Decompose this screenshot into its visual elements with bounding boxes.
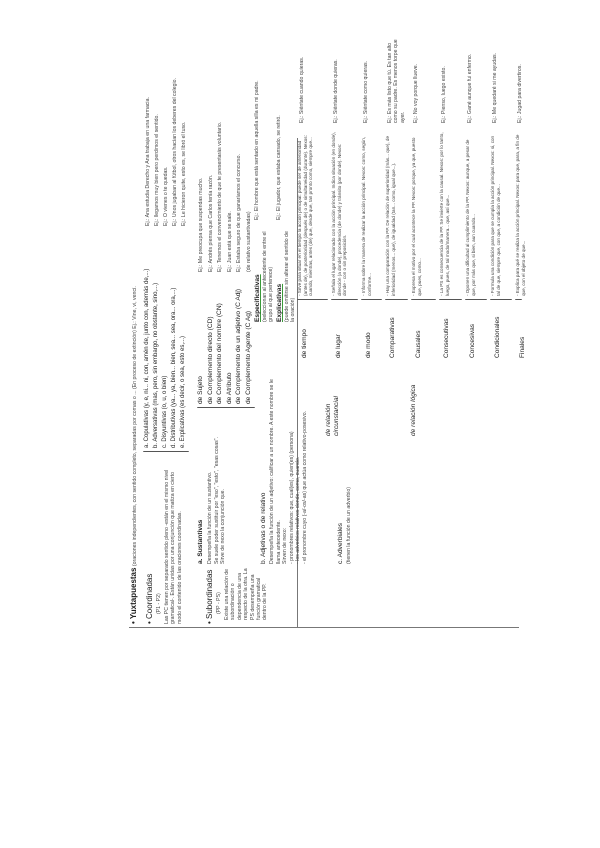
adverbial-type: Concesivas: [469, 323, 476, 358]
adverbial-example: Ej.: Pienso, luego existo.: [441, 66, 447, 123]
adverbial-example: Ej.: Siéntate cuando quieras.: [299, 56, 305, 123]
coordinada-type: b. Adversativas (mas, pero, sin embargo, no obstante, sino,...): [153, 282, 159, 448]
adverbial-example: Ej.: Me quedaré si me ayudas.: [492, 52, 498, 123]
coordinada-type: c. Disyuntivas (o, u, o bien): [162, 375, 168, 448]
subordinadas-formula: (PP - PS): [216, 592, 222, 614]
coordinada-type: d. Distributivas (ya... ya, bien... bien, sea... sea, ora... ora,...): [171, 287, 177, 448]
row-brace: [411, 299, 436, 300]
yuxtapuestas-title: • Yuxtapuestas: [129, 567, 138, 624]
yuxtapuestas-desc: (oraciones independientes, con sentido completo, separadas por comas o ... (En proceso de extinción) Ej.: Vine, vi, vencí.: [132, 286, 138, 567]
adjetiva-type-desc: (seleccionan al antecedente de entre el grupo al que pertenece): [262, 231, 275, 322]
sustantivas-brace: [197, 407, 255, 408]
coordinadas-formula: (P1 - P2): [156, 593, 162, 614]
row-brace: [515, 299, 522, 300]
coordinada-example: Ej.: Ana estudia Derecho y Ana trabaja en una farmacia.: [145, 97, 151, 226]
sustantiva-example: Ej.: Estaba seguro de que ganaríamos el concurso.: [236, 154, 242, 272]
sustantiva-example: (de relativo sustantivadas): [245, 211, 252, 272]
sustantivas-desc-line: Se suele poder sustituir por "eso", "esto", "esas cosas".: [213, 437, 220, 564]
sustantivas-desc-line: Sirve de nexo la conjunción que.: [220, 489, 226, 564]
adverbial-type: de tiempo: [301, 329, 308, 358]
coordinadas-brace: [143, 451, 189, 452]
sustantivas-title: a. Sustantivas: [197, 519, 204, 564]
yuxtapuestas-line: [129, 286, 138, 624]
adverbial-desc: - La PS es consecuencia de la PP. Se invierte con la causal. Nexos: por lo tanto, luego, pues, de tal modo/manera... que, así que...: [439, 132, 450, 296]
adverbial-desc: - Señala el lugar relacionado con la acción principal. Indica situación (en donde), dirección (a donde), procedencia (de donde) y tránsito (por donde). Nexos: donde - con o sin preposición.: [331, 132, 348, 296]
sustantiva-example: Ej.: Andrés piensa que Carlos tenía razón.: [207, 174, 214, 272]
adjetiva-example: Ej.: El jugador, que estaba cansado, se retiró.: [276, 115, 282, 220]
adverbial-type: Condicionales: [494, 316, 501, 358]
row-brace: [331, 299, 358, 300]
adjetiva-type: Especificativas: [254, 274, 261, 322]
adverbial-example: Ej.: Siéntate como quieras.: [363, 61, 369, 123]
adjetivas-desc-line: Sirven de nexo:: [282, 527, 288, 564]
adverbial-desc: - Oponen una dificultad al cumplimiento de la PP. Nexos: aunque, a pesar de que, por más que, si bien, aun cuando...: [465, 139, 476, 296]
coordinada-example: Ej.: Le hicieron quite, esto es, se libró el tuso.: [181, 121, 187, 226]
adjetivas-desc-line: Desempeña la función de un adjetivo: calificar a un nombre. A este nombre se le: [269, 379, 275, 564]
adverbial-type: de modo: [365, 332, 372, 358]
adverbial-desc: - Explica para qué se realiza la acción principal. Nexos: para que, para, a fin de que, con el objeto de que...: [515, 134, 526, 296]
sustantiva-function: de Complemento Agente (C Ag): [244, 310, 252, 404]
adjetivas-title: b. Adjetivas o de relativo: [260, 492, 267, 564]
adverbial-example: Ej.: Es más listo que tú. Es tan alto como su padre. Es menos torpe que ayer.: [387, 39, 406, 123]
sustantiva-function: de Complemento directo (CD): [206, 316, 214, 404]
adverbial-example: Ej.: No voy porque llueve.: [413, 63, 419, 123]
group-logica: de relación lógica: [410, 384, 417, 436]
adverbial-type: de lugar: [335, 334, 342, 358]
sustantiva-function: de Sujeto: [197, 376, 204, 404]
adverbial-desc: - Hay una comparación con la PP. De relación de superioridad (más... que), de inferioridad (menos... que), de igualdad (tan... como, igual que...).: [385, 135, 396, 296]
sustantivas-desc-line: Desempeña la función de un sustantivo.: [207, 471, 213, 564]
adverbial-type: Causales: [415, 330, 422, 358]
adverbial-type: Consecutivas: [443, 318, 450, 358]
row-brace: [297, 299, 328, 300]
sustantiva-function: de Complemento de un adjetivo (C Adj): [235, 288, 242, 404]
adjetiva-type: Explicativas: [276, 283, 283, 322]
adjetivas-desc-line: - el pronombre cuyo (-a/-os/-as) que actúa como relativo-posesivo.: [301, 410, 308, 564]
rotated-scanned-page: [125, 28, 525, 628]
coordinada-example: Ej.: llegamos muy bien pero perdimos el sentido.: [154, 114, 160, 226]
row-brace: [465, 299, 487, 300]
adverbiales-title: c. Adverbiales: [337, 522, 344, 564]
group-circunstancial: de relación circunstancial: [325, 396, 340, 436]
adverbial-type: Finales: [519, 336, 526, 358]
row-brace: [361, 299, 382, 300]
row-brace: [385, 299, 408, 300]
adverbial-example: Ej.: Gané aunque fui enfermo.: [467, 53, 473, 123]
sustantiva-example: Ej.: Me preocupa que suspendas mucho.: [198, 177, 204, 272]
coordinada-type: e. Explicativas (es decir, o sea, esto es,...): [180, 335, 186, 448]
adverbial-desc: - Informa sobre la manera de realizar la acción principal. Nexos: como, según, conforme...: [361, 136, 372, 296]
subordinadas-title: • Subordinadas: [205, 569, 214, 624]
adverbial-desc: - Formula una condición para que se cumpla la acción principal. Nexos: si, con tal de que, siempre que, con que, a condición de que...: [490, 135, 501, 296]
sustantiva-example: Ej.: Tenemos el convencimiento de que te presentarás voluntario.: [217, 121, 223, 272]
adjetivas-desc-line: - los adverbios relativos donde, como, cuando.: [295, 456, 301, 564]
sustantiva-function: de Complemento del nombre (CN): [216, 303, 223, 404]
coordinadas-desc: Las PC tienen por separado sentido pleno -están en el mismo nivel gramatical-. Están unidas por una conjunción que matiza en cierto modo el contenido de las oraciones coordinadas.: [164, 469, 183, 624]
coordinada-example: Ej.: O vienes o te quedas.: [163, 166, 169, 226]
sustantiva-example: Ej.: Juan está que se sale.: [226, 211, 233, 272]
coordinada-example: Ej.: Unos jugaban al fútbol, otros hacían los deberes del colegio.: [172, 78, 178, 226]
adverbial-desc: - Sirve para situar en el tiempo la acción principal: puede ser de anterioridad (antes de), de posterioridad (después de) o de simultaneidad (durante). Nexos: cuando, mientras, antes (de) que, desde que, tan pronto como, siempre que...: [297, 135, 314, 296]
left-margin-line: [129, 627, 519, 628]
adjetivas-desc-line: - pronombres relativos: que, cual(es), quien(es) (persona): [288, 431, 295, 564]
row-brace: [439, 299, 462, 300]
coordinadas-title: • Coordinadas: [145, 573, 154, 624]
adjetiva-type-desc: (puede omitirse sin alterar el sentido de la oración): [284, 231, 297, 322]
adjetivas-desc-line: llama antecedente.: [275, 520, 282, 564]
adjetiva-example: Ej.: El hombre que está sentado en aquella silla es mi padre.: [254, 80, 260, 220]
adverbial-example: Ej.: Siéntate donde quieras.: [333, 59, 339, 123]
sustantiva-function: de Atributo: [225, 372, 233, 404]
coordinada-type: a. Copulativas (y, e, ni... ni, con, amén de, junto con, además de,...): [144, 268, 150, 448]
adverbial-type: Comparativas: [389, 317, 396, 358]
row-brace: [490, 299, 512, 300]
subordinadas-desc: Existe una relación de subordinación o dependencia de una respecto de la otra. La PS desempeña una función gramatical dentro de la PP.: [224, 568, 269, 620]
adverbial-desc: - Expresa el motivo por el cual acontece la PP. Nexos: porque, ya que, puesto que, pues, como...: [411, 137, 422, 296]
adverbial-example: Ej.: Jugad para divertiros.: [517, 64, 523, 123]
adverbiales-subtitle: (tienen la función de un adverbio): [346, 487, 352, 564]
